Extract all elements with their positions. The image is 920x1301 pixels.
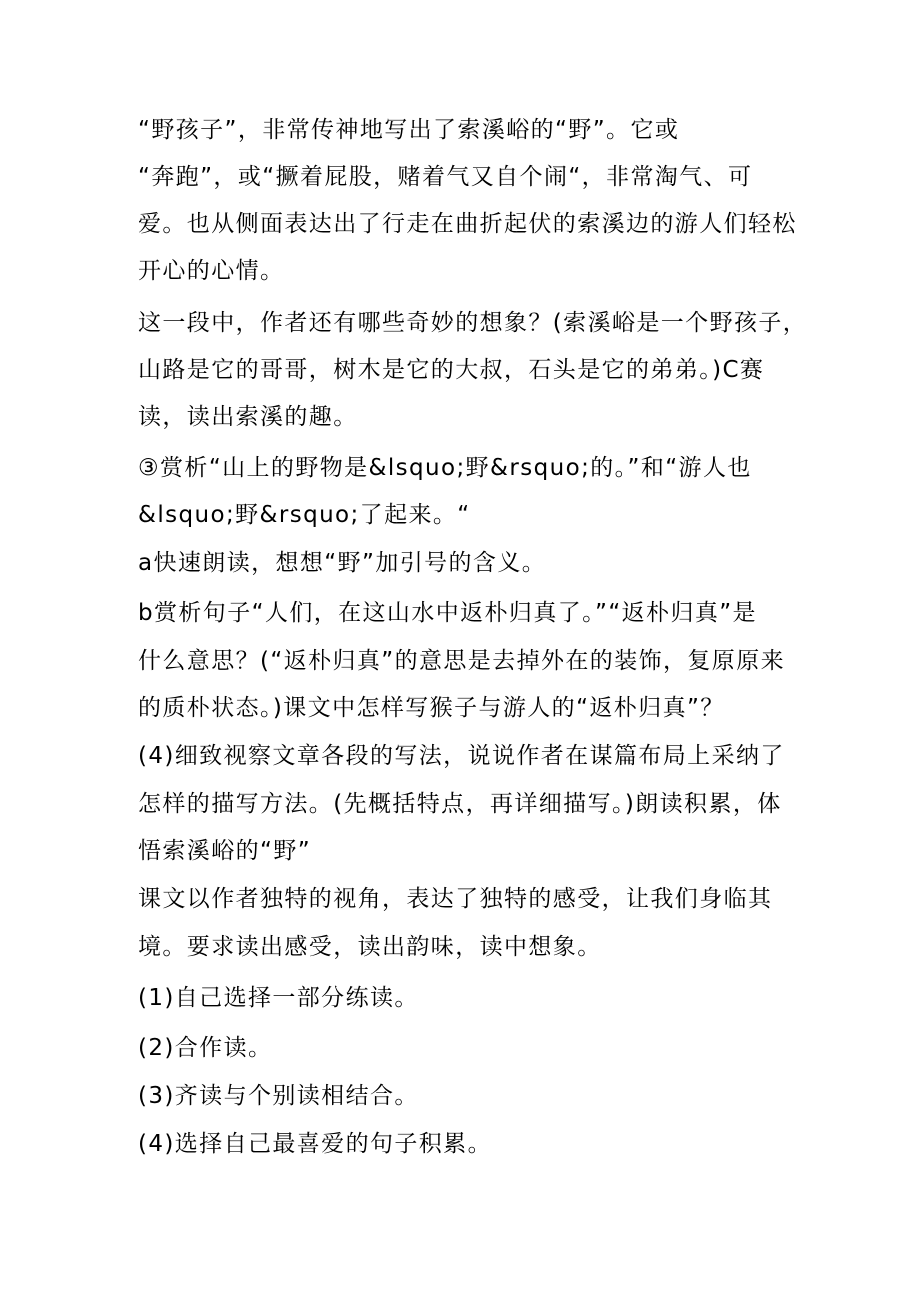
text-line: (4)选择自己最喜爱的句子积累。: [138, 1131, 492, 1157]
text-line: 境。要求读出感受，读出韵味，读中想象。: [138, 934, 602, 960]
text-line: b赏析句子“人们，在这山水中返朴归真了。”“返朴归真”是: [138, 600, 757, 626]
text-line: 什么意思？(“返朴归真”的意思是去掉外在的装饰，复原原来: [138, 648, 786, 674]
text-line: 这一段中，作者还有哪些奇妙的想象？(索溪峪是一个野孩子，: [138, 310, 808, 336]
text-line: 读，读出索溪的趣。: [138, 404, 358, 430]
text-line: (2)合作读。: [138, 1035, 273, 1061]
text-line: 怎样的描写方法。(先概括特点，再详细描写。)朗读积累，体: [138, 791, 782, 817]
text-line: a快速朗读，想想“野”加引号的含义。: [138, 550, 547, 576]
text-line: 课文以作者独特的视角，表达了独特的感受，让我们身临其: [138, 886, 773, 912]
text-line: “奔跑”，或“撅着屁股，赌着气又自个闹“，非常淘气、可: [138, 164, 753, 190]
text-line: 的质朴状态。)课文中怎样写猴子与游人的“返朴归真”？: [138, 695, 725, 721]
text-line: “野孩子”，非常传神地写出了索溪峪的“野”。它或: [138, 117, 680, 143]
text-line: (3)齐读与个别读相结合。: [138, 1083, 419, 1109]
text-line: ③赏析“山上的野物是&lsquo;野&rsquo;的。”和“游人也: [138, 455, 752, 481]
text-line: (1)自己选择一部分练读。: [138, 985, 419, 1011]
text-line: (4)细致视察文章各段的写法，说说作者在谋篇布局上采纳了: [138, 743, 785, 769]
text-line: &lsquo;野&rsquo;了起来。“: [138, 502, 471, 528]
text-line: 爱。也从侧面表达出了行走在曲折起伏的索溪边的游人们轻松: [138, 211, 797, 237]
text-line: 开心的心情。: [138, 258, 285, 284]
text-line: 悟索溪峪的“野”: [138, 838, 312, 864]
text-line: 山路是它的哥哥，树木是它的大叔，石头是它的弟弟。)C赛: [138, 357, 765, 383]
